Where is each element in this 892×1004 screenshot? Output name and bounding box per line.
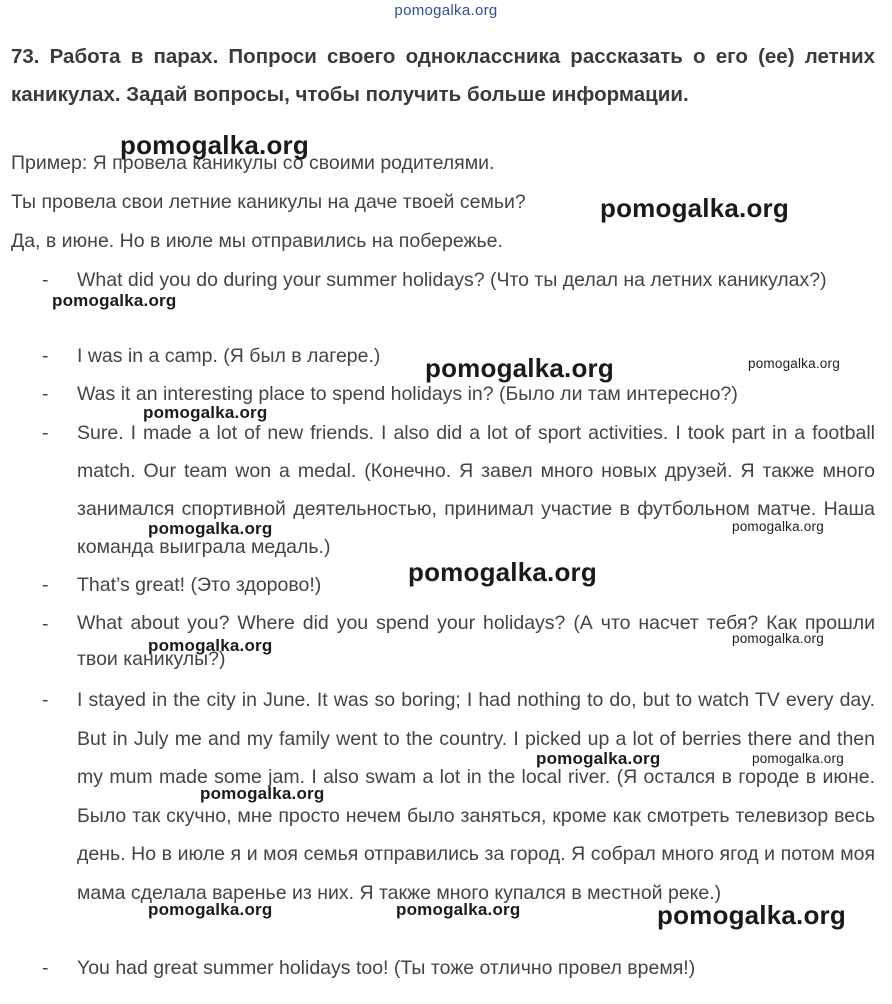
dialogue-text: I stayed in the city in June. It was so boring; I had nothing to do, but to watch TV every day. But in July me and my family went to the country. I picked up a lot of berries there and then my mum made some jam. I also swam a lot in the local river. (Я остался в городе в июне. Было так скучно, мне просто нечем было заняться, кроме как смотреть телевизор весь день. Но в июле я и моя семья отправились за город. Я собрал много ягод и потом моя мама сделала варенье из них. Я также много купался в местной реке.) (77, 689, 875, 904)
example-line-3: Да, в июне. Но в июле мы отправились на побережье. (11, 230, 503, 252)
watermark: pomogalka.org (408, 557, 597, 587)
watermark: pomogalka.org (143, 403, 268, 422)
watermark: pomogalka.org (425, 353, 614, 383)
watermark: pomogalka.org (600, 193, 789, 223)
dialogue-dash: - (42, 574, 49, 596)
watermark: pomogalka.org (748, 356, 840, 371)
watermark: pomogalka.org (120, 130, 309, 160)
dialogue-dash: - (42, 613, 49, 635)
dialogue-dash: - (42, 345, 49, 367)
example-line-2: Ты провела свои летние каникулы на даче твоей семьи? (11, 191, 526, 213)
dialogue-dash: - (42, 269, 49, 291)
dialogue-text: Was it an interesting place to spend holidays in? (Было ли там интересно?) (77, 383, 738, 405)
watermark: pomogalka.org (148, 519, 273, 538)
dialogue-text: Sure. I made a lot of new friends. I also did a lot of sport activities. I took part in a football match. Our team won a medal. (Конечно. Я завел много новых друзей. Я также много занимался спортивной деятельностью, принимал участие в футбольном матче. Наша команда выиграла медаль.) (77, 422, 875, 558)
watermark: pomogalka.org (148, 900, 273, 919)
watermark: pomogalka.org (536, 749, 661, 768)
dialogue-dash: - (42, 422, 49, 444)
watermark: pomogalka.org (732, 631, 824, 646)
dialogue-text: What did you do during your summer holidays? (Что ты делал на летних каникулах?) (77, 269, 827, 291)
watermark: pomogalka.org (657, 900, 846, 930)
watermark: pomogalka.org (148, 636, 273, 655)
watermark: pomogalka.org (732, 519, 824, 534)
dialogue-dash: - (42, 957, 49, 979)
site-header-link[interactable]: pomogalka.org (394, 2, 498, 19)
dialogue-text: I was in a camp. (Я был в лагере.) (77, 345, 381, 367)
dialogue-text: What about you? Where did you spend your holidays? (А что насчет тебя? Как прошли твои каникулы?) (77, 612, 875, 670)
example-line-1: Пример: Я провела каникулы со своими родителями. (11, 152, 495, 174)
watermark: pomogalka.org (52, 291, 177, 310)
task-heading: 73. Работа в парах. Попроси своего одноклассника рассказать о его (ее) летних каникулах. Задай вопросы, чтобы получить больше информации. (11, 45, 875, 106)
watermark: pomogalka.org (396, 900, 521, 919)
dialogue-dash: - (42, 689, 49, 711)
dialogue-dash: - (42, 383, 49, 405)
dialogue-text: You had great summer holidays too! (Ты тоже отлично провел время!) (77, 957, 696, 979)
watermark: pomogalka.org (752, 751, 844, 766)
dialogue-text: That’s great! (Это здорово!) (77, 574, 322, 596)
watermark: pomogalka.org (200, 784, 325, 803)
